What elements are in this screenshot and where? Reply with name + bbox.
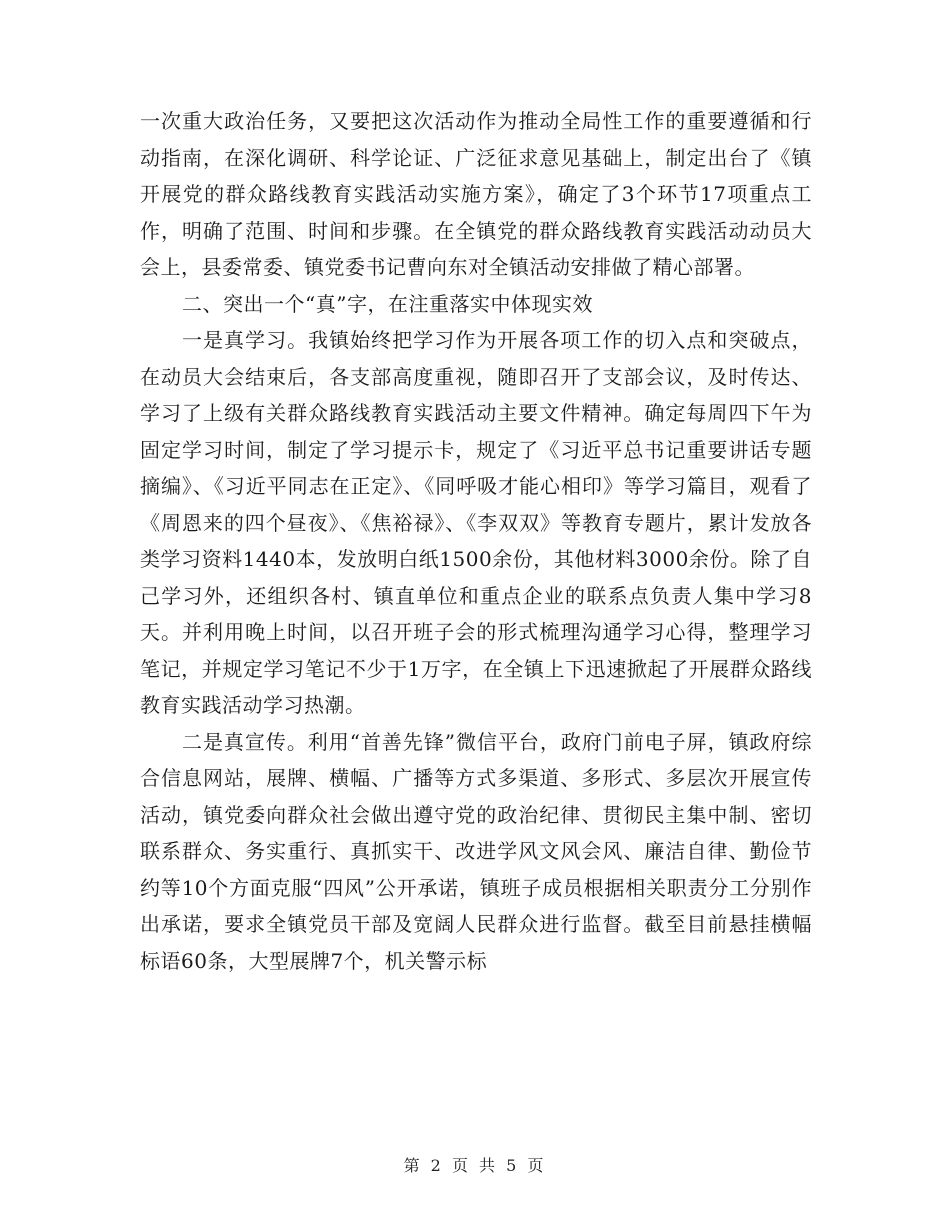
document-body [140,103,812,979]
paragraph-publicity: 二是真宣传。利用“首善先锋”微信平台，政府门前电子屏，镇政府综合信息网站，展牌、横幅、广播等方式多渠道、多形式、多层次开展宣传活动，镇党委向群众社会做出遵守党的政治纪律、贯彻民主集中制、密切联系群众、务实重行、真抓实干、改进学风文风会风、廉洁自律、勤俭节约等10个方面克服“四风”公开承诺，镇班子成员根据相关职责分工分别作出承诺，要求全镇党员干部及宽阔人民群众进行监督。截至目前悬挂横幅标语60条，大型展牌7个，机关警示标 [140,729,812,973]
paragraph-continuation: 一次重大政治任务，又要把这次活动作为推动全局性工作的重要遵循和行动指南，在深化调研、科学论证、广泛征求意见基础上，制定出台了《镇开展党的群众路线教育实践活动实施方案》，确定了3个环节17项重点工作，明确了范围、时间和步骤。在全镇党的群众路线教育实践活动动员大会上，县委常委、镇党委书记曹向东对全镇活动安排做了精心部署。 [140,109,812,279]
section-heading: 二、突出一个“真”字，在注重落实中体现实效 [182,291,593,316]
page-number-footer: 第 2 页 共 5 页 [403,1156,547,1175]
paragraph-study: 一是真学习。我镇始终把学习作为开展各项工作的切入点和突破点，在动员大会结束后，各支部高度重视，随即召开了支部会议，及时传达、学习了上级有关群众路线教育实践活动主要文件精神。确定每周四下午为固定学习时间，制定了学习提示卡，规定了《习近平总书记重要讲话专题摘编》、《习近平同志在正定》、《同呼吸才能心相印》等学习篇目，观看了《周恩来的四个昼夜》、《焦裕禄》、《李双双》等教育专题片，累计发放各类学习资料1440本，发放明白纸1500余份，其他材料3000余份。除了自己学习外，还组织各村、镇直单位和重点企业的联系点负责人集中学习8天。并利用晚上时间，以召开班子会的形式梳理沟通学习心得，整理学习笔记，并规定学习笔记不少于1万字，在全镇上下迅速掀起了开展群众路线教育实践活动学习热潮。 [140,328,812,717]
